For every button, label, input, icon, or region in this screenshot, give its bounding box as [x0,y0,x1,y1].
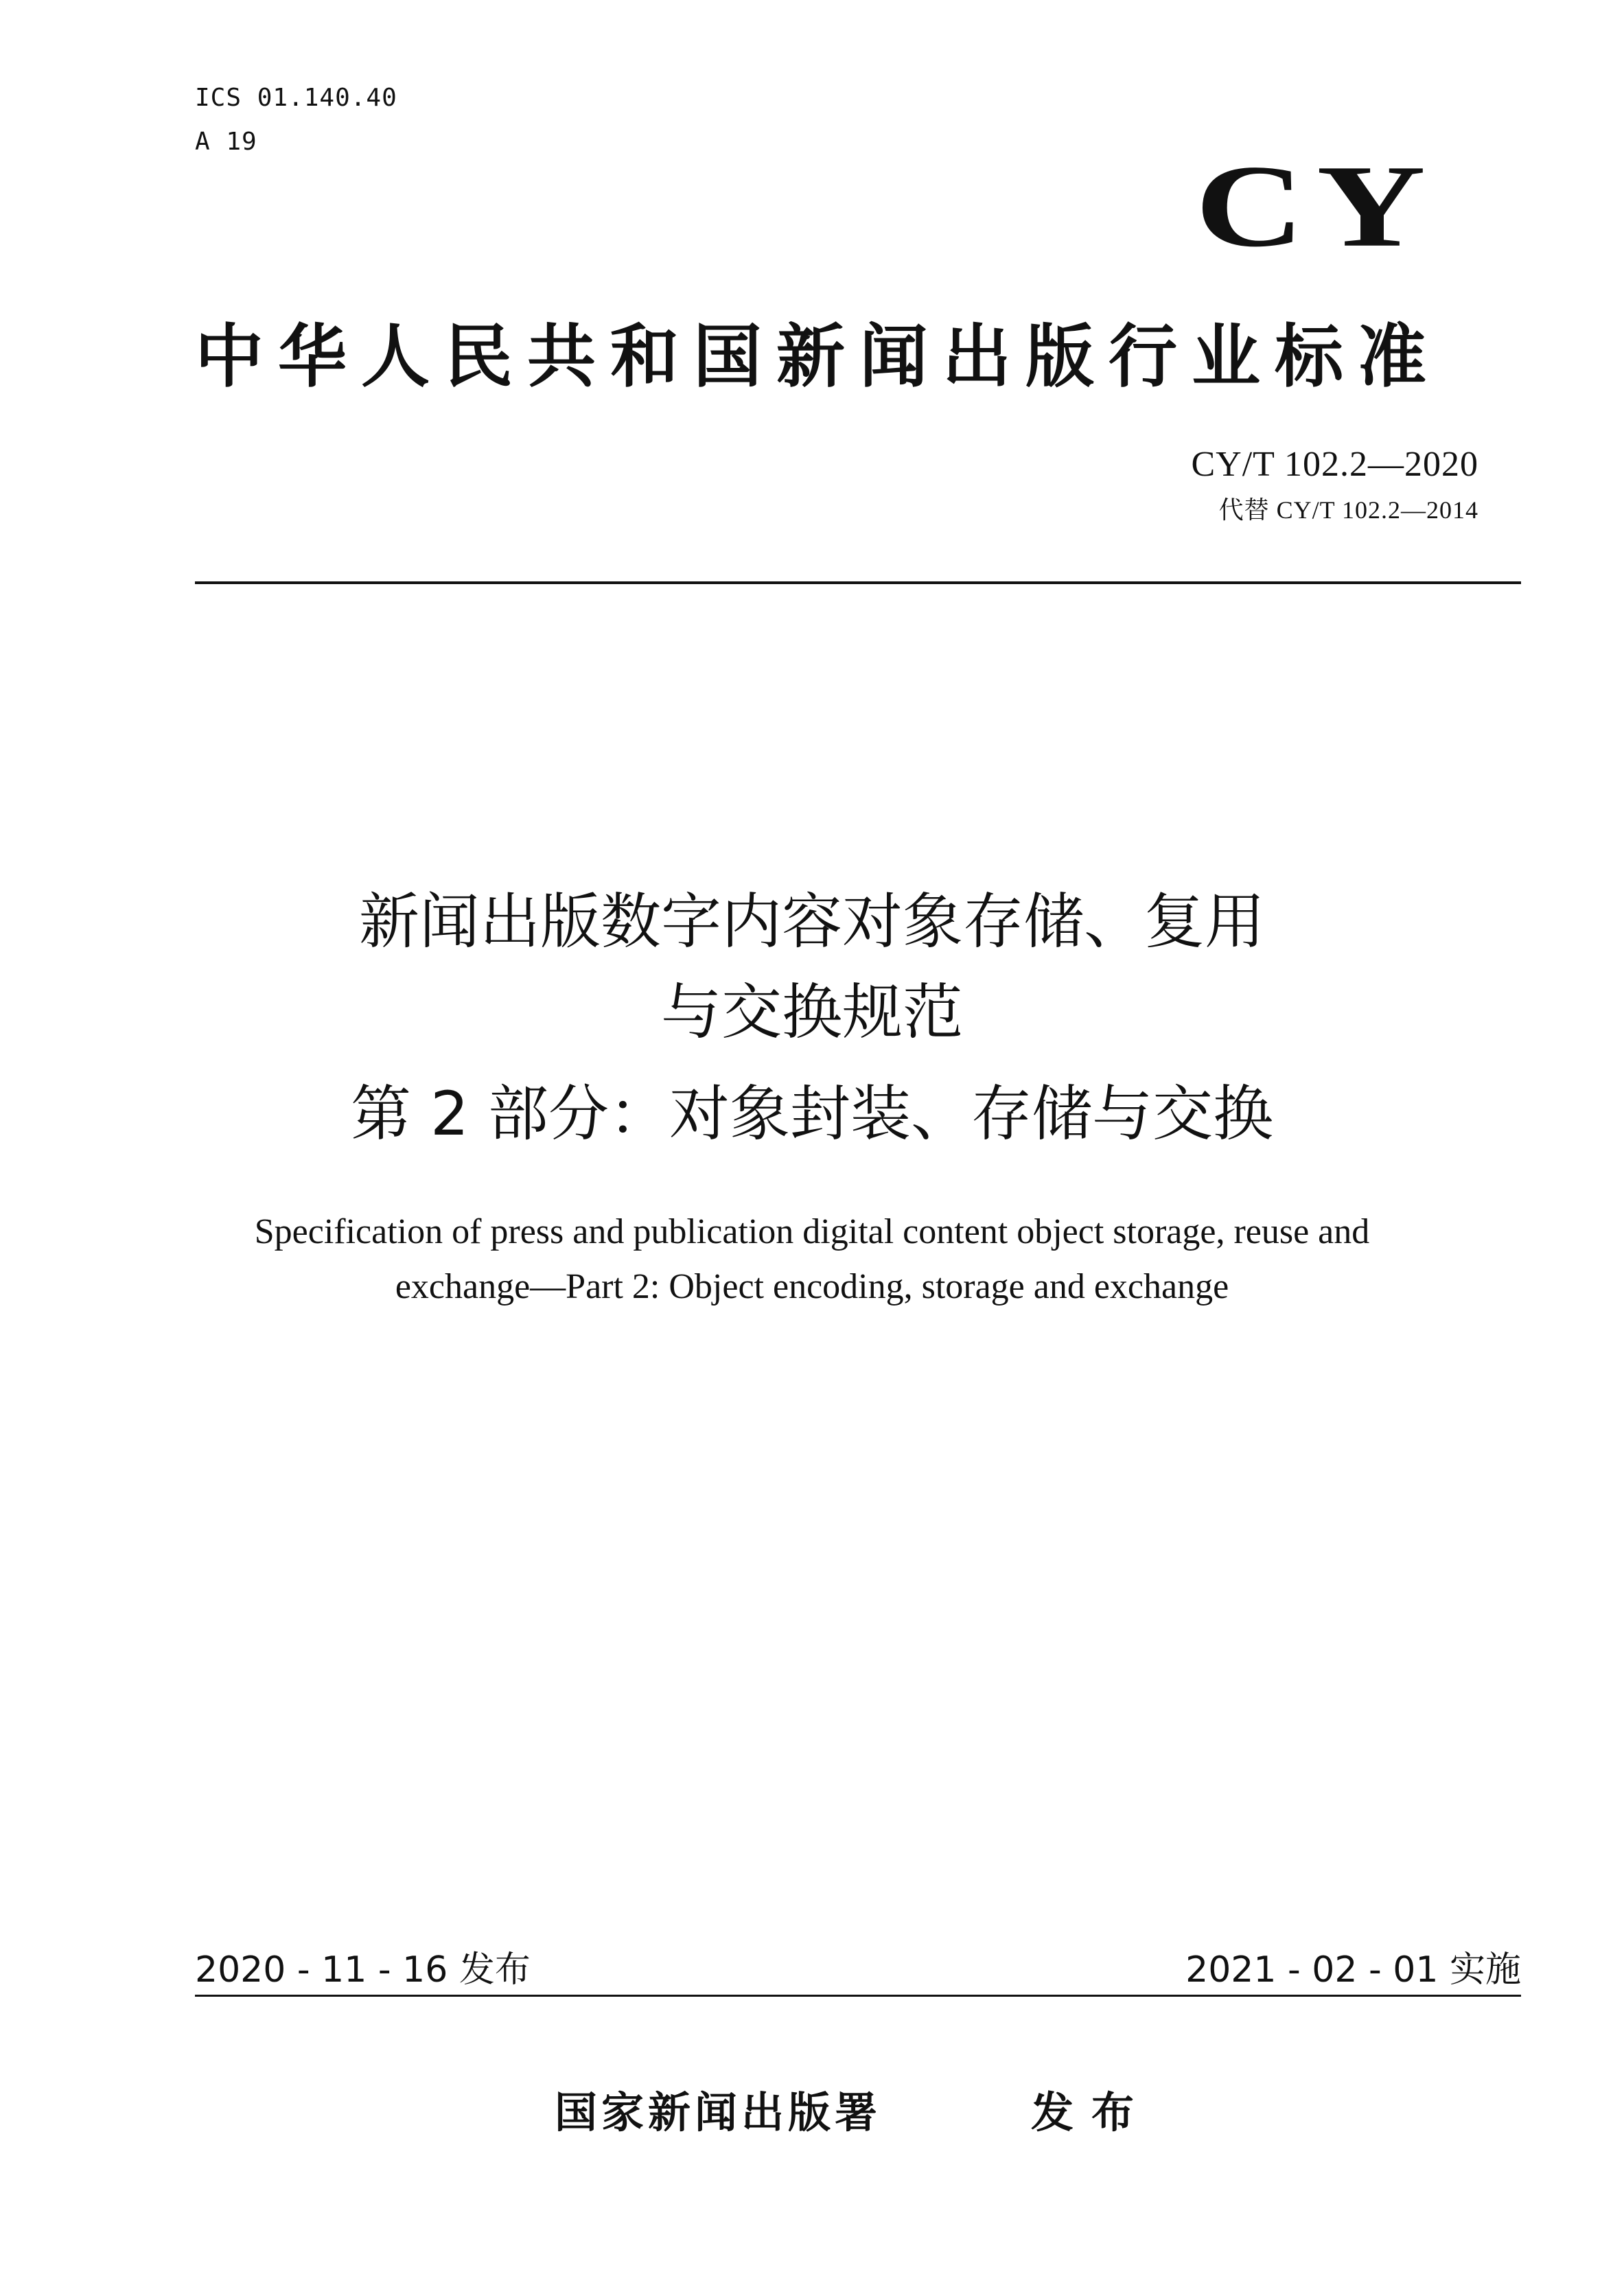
cy-logo: CY [1195,140,1438,272]
english-title-line-1: Specification of press and publication digital content object storage, reuse and [254,1212,1370,1251]
title-line-3: 第 2 部分：对象封装、存储与交换 [351,1078,1273,1149]
standard-number: CY/T 102.2—2020 [1191,445,1478,484]
replaced-standard: 代替 CY/T 102.2—2014 [1218,496,1478,524]
header-divider [195,581,1521,584]
issue-date: 2020 - 11 - 16 发布 [195,1949,531,1991]
standard-type-heading: 中华人民共和国新闻出版行业标准 [195,316,1441,397]
english-title-line-2: exchange—Part 2: Object encoding, storage and exchange [395,1267,1229,1306]
ccs-code: A 19 [195,128,257,156]
issuing-authority: 国家新闻出版署 [555,2087,882,2137]
implementation-date: 2021 - 02 - 01 实施 [1185,1949,1521,1991]
title-line-2: 与交换规范 [660,977,963,1047]
footer-divider [195,1995,1521,1997]
issue-label: 发布 [1031,2087,1152,2137]
title-line-1: 新闻出版数字内容对象存储、复用 [358,886,1265,957]
ics-code: ICS 01.140.40 [195,84,397,112]
